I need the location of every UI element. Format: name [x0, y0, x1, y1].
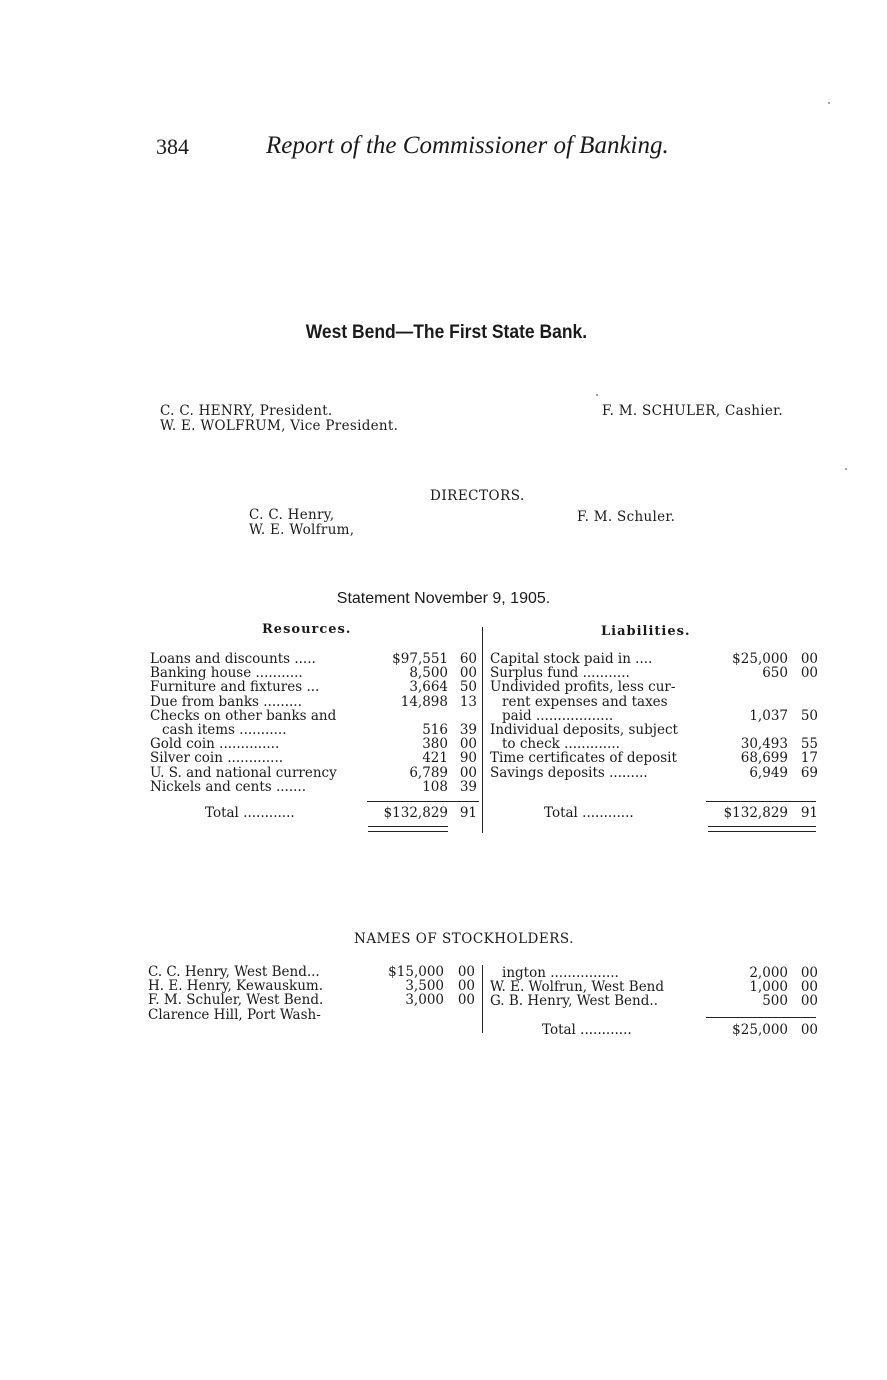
table-row — [490, 737, 818, 751]
row-label: Silver coin ............. — [150, 751, 284, 766]
row-dollars: 108 — [422, 778, 448, 795]
statement-title: Statement November 9, 1905. — [336, 590, 551, 607]
row-cents: 50 — [800, 707, 818, 724]
stockholders-total-row — [490, 1023, 818, 1037]
row-cents: 00 — [457, 992, 475, 1009]
row-label: Gold coin .............. — [150, 737, 280, 752]
row-cents: 00 — [457, 964, 475, 980]
row-cents: 50 — [459, 679, 477, 696]
row-cents: 00 — [457, 978, 475, 995]
table-row — [490, 751, 818, 765]
row-cents: 00 — [459, 736, 477, 753]
row-cents: 39 — [459, 721, 477, 738]
row-label: Due from banks ......... — [150, 694, 302, 709]
resources-table — [150, 652, 480, 794]
table-row — [490, 966, 818, 980]
row-dollars: 30,493 — [740, 736, 788, 753]
row-label: Undivided profits, less cur- — [490, 680, 676, 695]
row-cents: 00 — [800, 665, 818, 682]
row-dollars: 500 — [762, 993, 788, 1010]
row-label: Savings deposits ......... — [490, 765, 648, 780]
table-row — [490, 652, 818, 666]
row-label: cash items ........... — [162, 722, 287, 738]
row-cents: 13 — [459, 693, 477, 710]
row-label: F. M. Schuler, West Bend. — [148, 993, 324, 1008]
total-label: Total ............ — [544, 806, 634, 821]
row-cents: 00 — [800, 979, 818, 996]
row-label: to check ............. — [502, 737, 620, 752]
table-row — [150, 652, 480, 666]
row-dollars: 6,789 — [409, 764, 448, 781]
table-row — [490, 666, 818, 680]
table-row — [150, 695, 480, 709]
row-label: G. B. Henry, West Bend.. — [490, 994, 658, 1009]
stockholders-left-table — [148, 965, 478, 1022]
resources-total-row — [150, 806, 480, 820]
row-label: paid .................. — [502, 708, 614, 723]
table-row — [150, 737, 480, 751]
resources-double-rule — [368, 826, 448, 832]
row-label: Nickels and cents ....... — [150, 779, 307, 794]
row-dollars: $15,000 — [388, 964, 444, 980]
total-cents: 91 — [459, 805, 477, 821]
stockholders-heading: NAMES OF STOCKHOLDERS. — [354, 931, 574, 947]
table-row — [150, 709, 480, 723]
row-dollars: 3,664 — [409, 679, 448, 696]
row-dollars: $25,000 — [732, 651, 788, 667]
row-dollars: 650 — [762, 665, 788, 682]
row-dollars: 380 — [422, 736, 448, 753]
table-row — [490, 766, 818, 780]
liabilities-double-rule — [708, 826, 816, 832]
officer-vice-president: W. E. WOLFRUM, Vice President. — [160, 418, 399, 434]
column-divider — [482, 627, 483, 833]
row-cents: 60 — [459, 651, 477, 667]
row-label: Individual deposits, subject — [490, 722, 678, 738]
table-row — [148, 979, 478, 993]
row-cents: 00 — [800, 993, 818, 1010]
table-row — [150, 723, 480, 737]
row-label: Surplus fund ........... — [490, 666, 630, 681]
total-label: Total ............ — [542, 1023, 632, 1038]
stockholders-right-table — [490, 966, 818, 1009]
row-label: Time certificates of deposit — [490, 751, 677, 766]
row-label: rent expenses and taxes — [502, 694, 668, 709]
director-name: W. E. Wolfrum, — [249, 522, 355, 538]
scan-speck — [828, 102, 830, 104]
director-name: C. C. Henry, — [249, 507, 335, 523]
liabilities-total-row — [490, 806, 818, 820]
director-name: F. M. Schuler. — [577, 509, 676, 525]
row-dollars: 8,500 — [409, 665, 448, 682]
table-row — [490, 980, 818, 994]
running-title: Report of the Commissioner of Banking. — [266, 132, 669, 159]
row-dollars: 68,699 — [740, 750, 788, 767]
row-label: C. C. Henry, West Bend... — [148, 965, 320, 980]
row-label: Checks on other banks and — [150, 708, 337, 723]
row-label: U. S. and national currency — [150, 765, 337, 780]
total-cents: 00 — [800, 1022, 818, 1038]
row-dollars: 1,000 — [749, 979, 788, 996]
row-label: H. E. Henry, Kewauskum. — [148, 979, 324, 994]
table-row — [150, 766, 480, 780]
page-number: 384 — [156, 134, 189, 159]
table-row — [148, 1008, 478, 1022]
row-cents: 00 — [800, 651, 818, 667]
row-dollars: 1,037 — [749, 707, 788, 724]
row-cents: 00 — [459, 665, 477, 682]
row-cents: 55 — [800, 736, 818, 753]
row-dollars: 2,000 — [749, 965, 788, 981]
row-cents: 39 — [459, 778, 477, 795]
table-row — [490, 680, 818, 694]
row-label: Furniture and fixtures ... — [150, 680, 320, 695]
table-row — [148, 965, 478, 979]
directors-heading: DIRECTORS. — [430, 488, 525, 504]
row-dollars: 516 — [422, 721, 448, 738]
row-dollars: 421 — [422, 750, 448, 767]
table-row — [148, 993, 478, 1007]
row-label: Capital stock paid in .... — [490, 652, 653, 667]
row-dollars: $97,551 — [392, 651, 448, 667]
total-dollars: $132,829 — [723, 805, 788, 821]
row-label: Clarence Hill, Port Wash- — [148, 1007, 321, 1022]
table-row — [490, 723, 818, 737]
resources-heading: Resources. — [262, 622, 352, 637]
row-label: W. E. Wolfrun, West Bend — [490, 980, 665, 995]
row-cents: 00 — [800, 965, 818, 981]
scan-speck — [845, 468, 847, 470]
table-row — [490, 994, 818, 1008]
table-row — [150, 751, 480, 765]
total-dollars: $132,829 — [383, 805, 448, 821]
table-row — [150, 680, 480, 694]
table-row — [150, 780, 480, 794]
row-cents: 00 — [459, 764, 477, 781]
table-row — [150, 666, 480, 680]
row-label: Banking house ........... — [150, 666, 303, 681]
row-cents: 69 — [800, 764, 818, 781]
total-cents: 91 — [800, 805, 818, 821]
row-cents: 90 — [459, 750, 477, 767]
row-label: ington ................ — [502, 966, 619, 981]
liabilities-table — [490, 652, 818, 780]
row-label: Loans and discounts ..... — [150, 652, 316, 667]
row-dollars: 6,949 — [749, 764, 788, 781]
row-dollars: 3,000 — [405, 992, 444, 1009]
column-divider — [482, 965, 483, 1033]
resources-total-rule — [367, 801, 479, 802]
stockholders-total-rule — [706, 1017, 816, 1018]
scan-speck — [596, 394, 598, 396]
liabilities-total-rule — [706, 801, 816, 802]
row-dollars: 3,500 — [405, 978, 444, 995]
total-dollars: $25,000 — [732, 1022, 788, 1038]
row-dollars: 14,898 — [400, 693, 448, 710]
row-cents: 17 — [800, 750, 818, 767]
total-label: Total ............ — [205, 806, 295, 821]
bank-title: West Bend—The First State Bank. — [305, 322, 588, 343]
table-row — [490, 695, 818, 709]
officer-president: C. C. HENRY, President. — [160, 403, 333, 419]
officer-cashier: F. M. SCHULER, Cashier. — [602, 403, 784, 419]
liabilities-heading: Liabilities. — [601, 624, 691, 639]
table-row — [490, 709, 818, 723]
